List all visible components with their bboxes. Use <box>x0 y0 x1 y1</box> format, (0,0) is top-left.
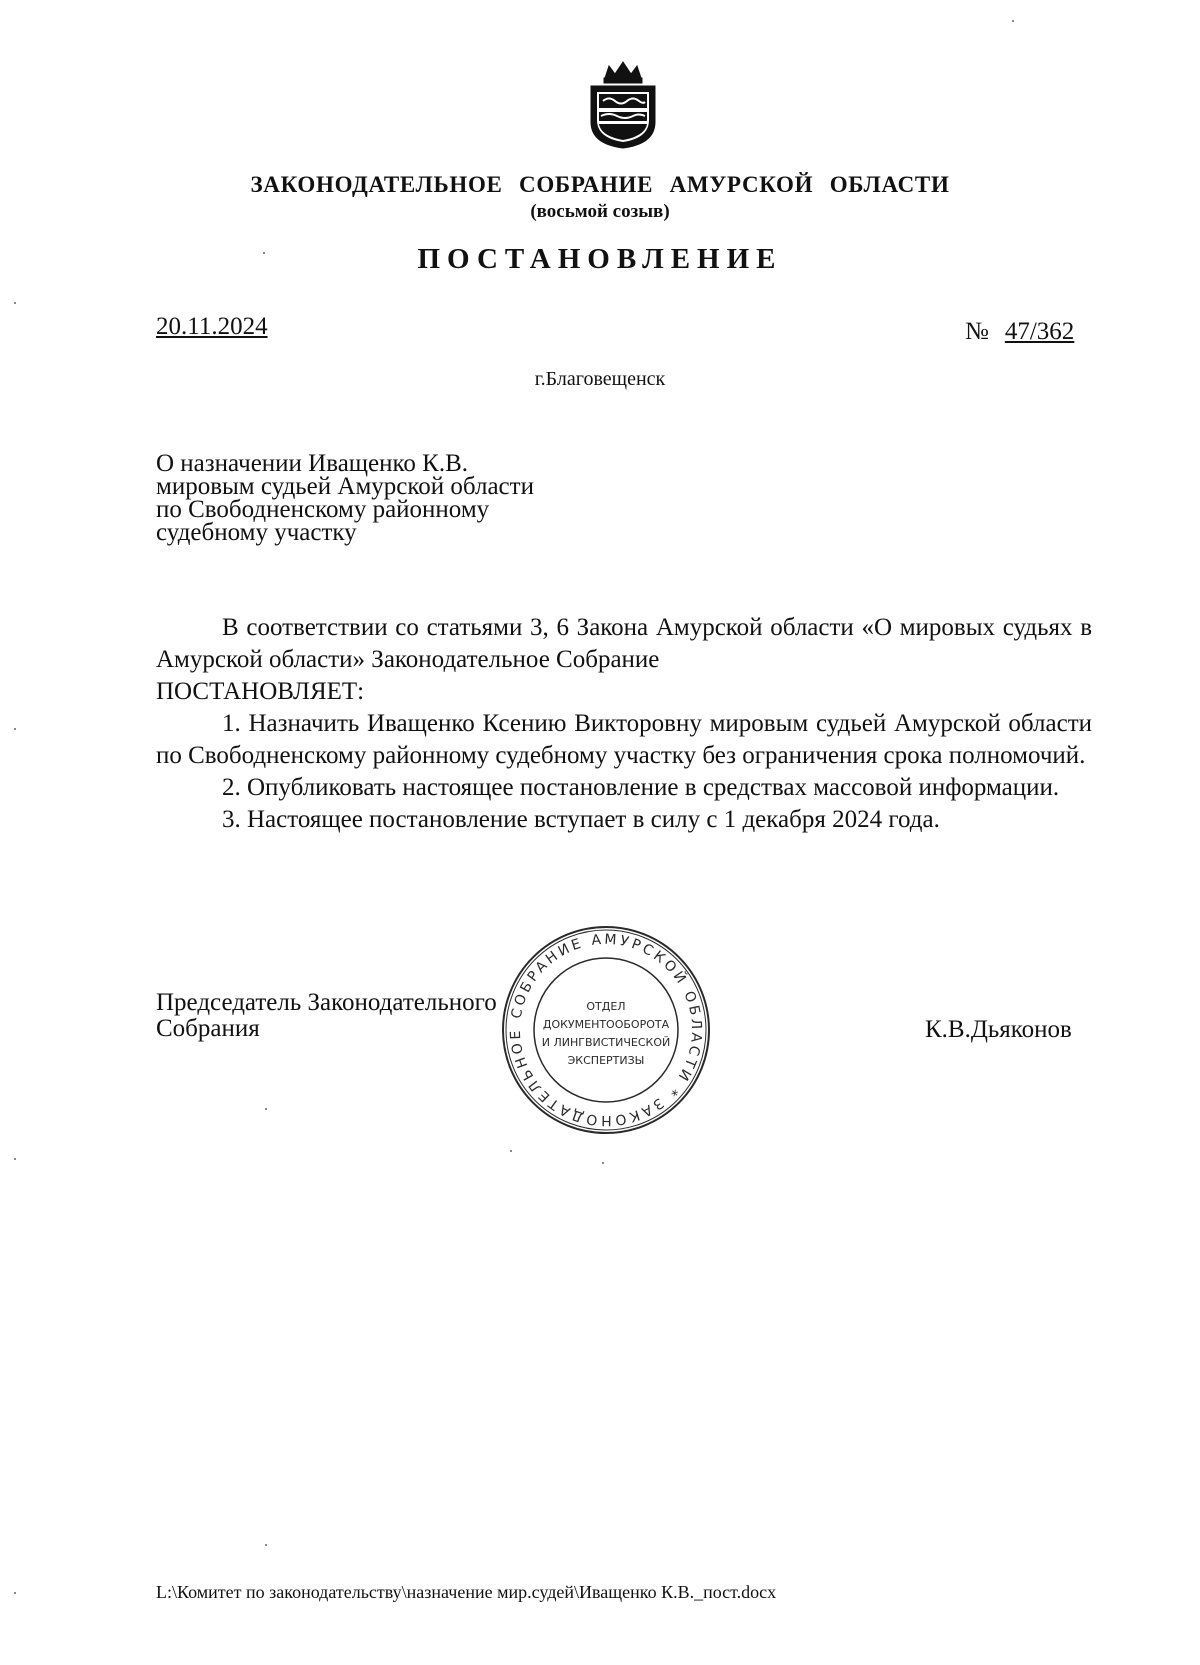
subject-line: по Свободненскому районному <box>156 496 490 523</box>
coat-of-arms-emblem <box>583 60 663 150</box>
subject-line: мировым судьей Амурской области <box>156 473 534 500</box>
scan-speck <box>14 728 16 730</box>
document-body <box>156 612 1092 836</box>
document-number <box>965 318 1074 346</box>
scan-speck <box>602 1162 604 1164</box>
number-value: 47/362 <box>1004 318 1075 345</box>
scan-speck <box>14 1158 16 1160</box>
position-line: Председатель Законодательного <box>156 989 497 1016</box>
scan-speck <box>263 252 265 254</box>
subject-line: судебному участку <box>156 519 357 546</box>
signatory-position <box>156 990 497 1042</box>
document-subject <box>156 452 534 544</box>
stamp-line: ДОКУМЕНТООБОРОТА <box>542 1018 670 1031</box>
resolution-item: 2. Опубликовать настоящее постановление в средствах массовой информации. <box>222 774 1060 801</box>
resolves-heading: ПОСТАНОВЛЯЕТ: <box>156 678 365 705</box>
scan-speck <box>510 1150 512 1152</box>
scan-speck <box>265 1108 267 1110</box>
organization-name: ЗАКОНОДАТЕЛЬНОЕ СОБРАНИЕ АМУРСКОЙ ОБЛАСТИ <box>250 172 950 197</box>
stamp-line: И ЛИНГВИСТИЧЕСКОЙ <box>541 1036 671 1049</box>
scan-speck <box>14 1592 16 1594</box>
city: г.Благовещенск <box>534 368 666 390</box>
document-type-title: ПОСТАНОВЛЕНИЕ <box>417 243 783 275</box>
stamp-ring-text: СОБРАНИЕ АМУРСКОЙ ОБЛАСТИ * ЗАКОНОДАТЕЛЬНОЕ <box>507 931 705 1129</box>
file-path-footer: L:\Комитет по законодательству\назначение мир.судей\Иващенко К.В._пост.docx <box>156 1582 777 1602</box>
office-stamp <box>496 920 716 1140</box>
stamp-line: ОТДЕЛ <box>586 1000 626 1013</box>
scan-speck <box>1012 20 1014 22</box>
scan-speck <box>265 1544 267 1546</box>
resolution-item: 3. Настоящее постановление вступает в силу с 1 декабря 2024 года. <box>222 806 940 833</box>
convocation: (восьмой созыв) <box>530 201 670 222</box>
stamp-line: ЭКСПЕРТИЗЫ <box>567 1054 645 1067</box>
resolution-item: 1. Назначить Иващенко Ксению Викторовну мировым судьей Амурской области по Свободненскому районному судебному участку без ограничения срока полномочий. <box>156 710 1092 769</box>
number-sign: № <box>965 318 989 345</box>
preamble-paragraph: В соответствии со статьями 3, 6 Закона Амурской области «О мировых судьях в Амурской области» Законодательное Собрание <box>156 614 1092 673</box>
position-line: Собрания <box>156 1015 260 1042</box>
scan-speck <box>14 302 16 304</box>
document-date: 20.11.2024 <box>156 313 268 340</box>
subject-line: О назначении Иващенко К.В. <box>156 450 469 477</box>
signatory-name: К.В.Дьяконов <box>925 1016 1072 1043</box>
